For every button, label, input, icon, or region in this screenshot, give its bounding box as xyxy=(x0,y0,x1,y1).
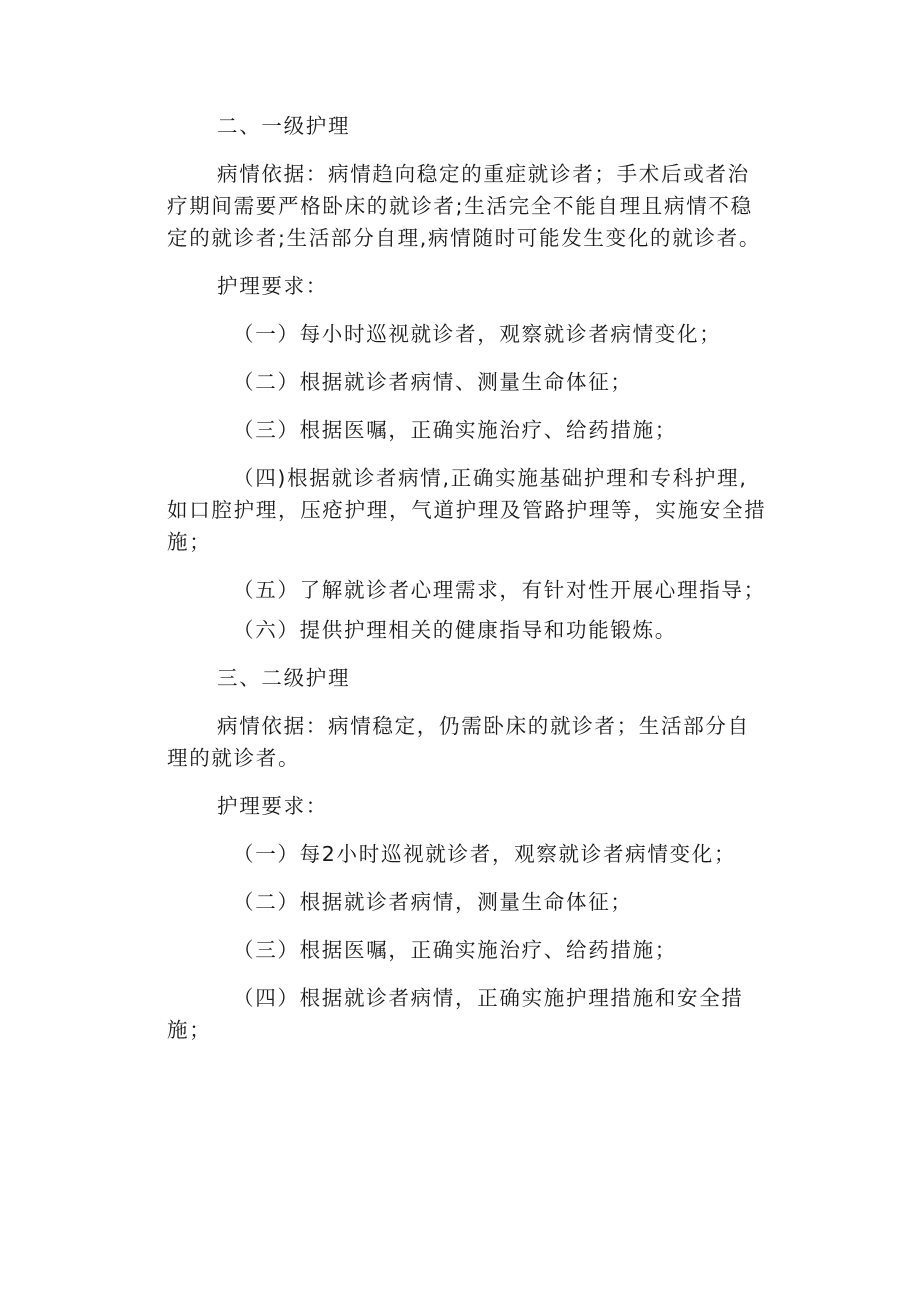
requirement-item: （四）根据就诊者病情，正确实施护理措施和安全措 xyxy=(233,986,744,1010)
requirements-label: 护理要求： xyxy=(217,794,328,818)
requirement-item-cont: 施； xyxy=(167,530,212,554)
requirement-item: （五）了解就诊者心理需求，有针对性开展心理指导； xyxy=(233,578,766,602)
basis-line: 病情依据：病情趋向稳定的重症就诊者；手术后或者治 xyxy=(217,162,750,186)
basis-line: 病情依据：病情稳定，仍需卧床的就诊者；生活部分自 xyxy=(217,714,750,738)
basis-line: 疗期间需要严格卧床的就诊者;生活完全不能自理且病情不稳 xyxy=(167,194,753,218)
section-heading-level1-care: 二、一级护理 xyxy=(217,114,351,138)
requirement-item: （一）每2小时巡视就诊者，观察就诊者病情变化； xyxy=(233,842,737,866)
requirement-item: （二）根据就诊者病情、测量生命体征； xyxy=(233,370,633,394)
requirement-item: （三）根据医嘱，正确实施治疗、给药措施； xyxy=(233,938,677,962)
requirement-item-cont: 如口腔护理，压疮护理，气道护理及管路护理等，实施安全措 xyxy=(167,498,767,522)
section-heading-level2-care: 三、二级护理 xyxy=(217,666,351,690)
requirement-item: （二）根据就诊者病情，测量生命体征； xyxy=(233,890,633,914)
requirement-item: （一）每小时巡视就诊者，观察就诊者病情变化； xyxy=(233,322,722,346)
document-page xyxy=(167,110,785,1046)
requirement-item: （三）根据医嘱，正确实施治疗、给药措施； xyxy=(233,418,677,442)
requirement-item-cont: 施； xyxy=(167,1018,212,1042)
requirement-item: （六）提供护理相关的健康指导和功能锻炼。 xyxy=(233,618,677,642)
requirements-label: 护理要求： xyxy=(217,274,328,298)
basis-line: 定的就诊者;生活部分自理,病情随时可能发生变化的就诊者。 xyxy=(167,226,762,250)
requirement-item: （四)根据就诊者病情,正确实施基础护理和专科护理, xyxy=(233,466,748,490)
basis-line: 理的就诊者。 xyxy=(167,746,301,770)
